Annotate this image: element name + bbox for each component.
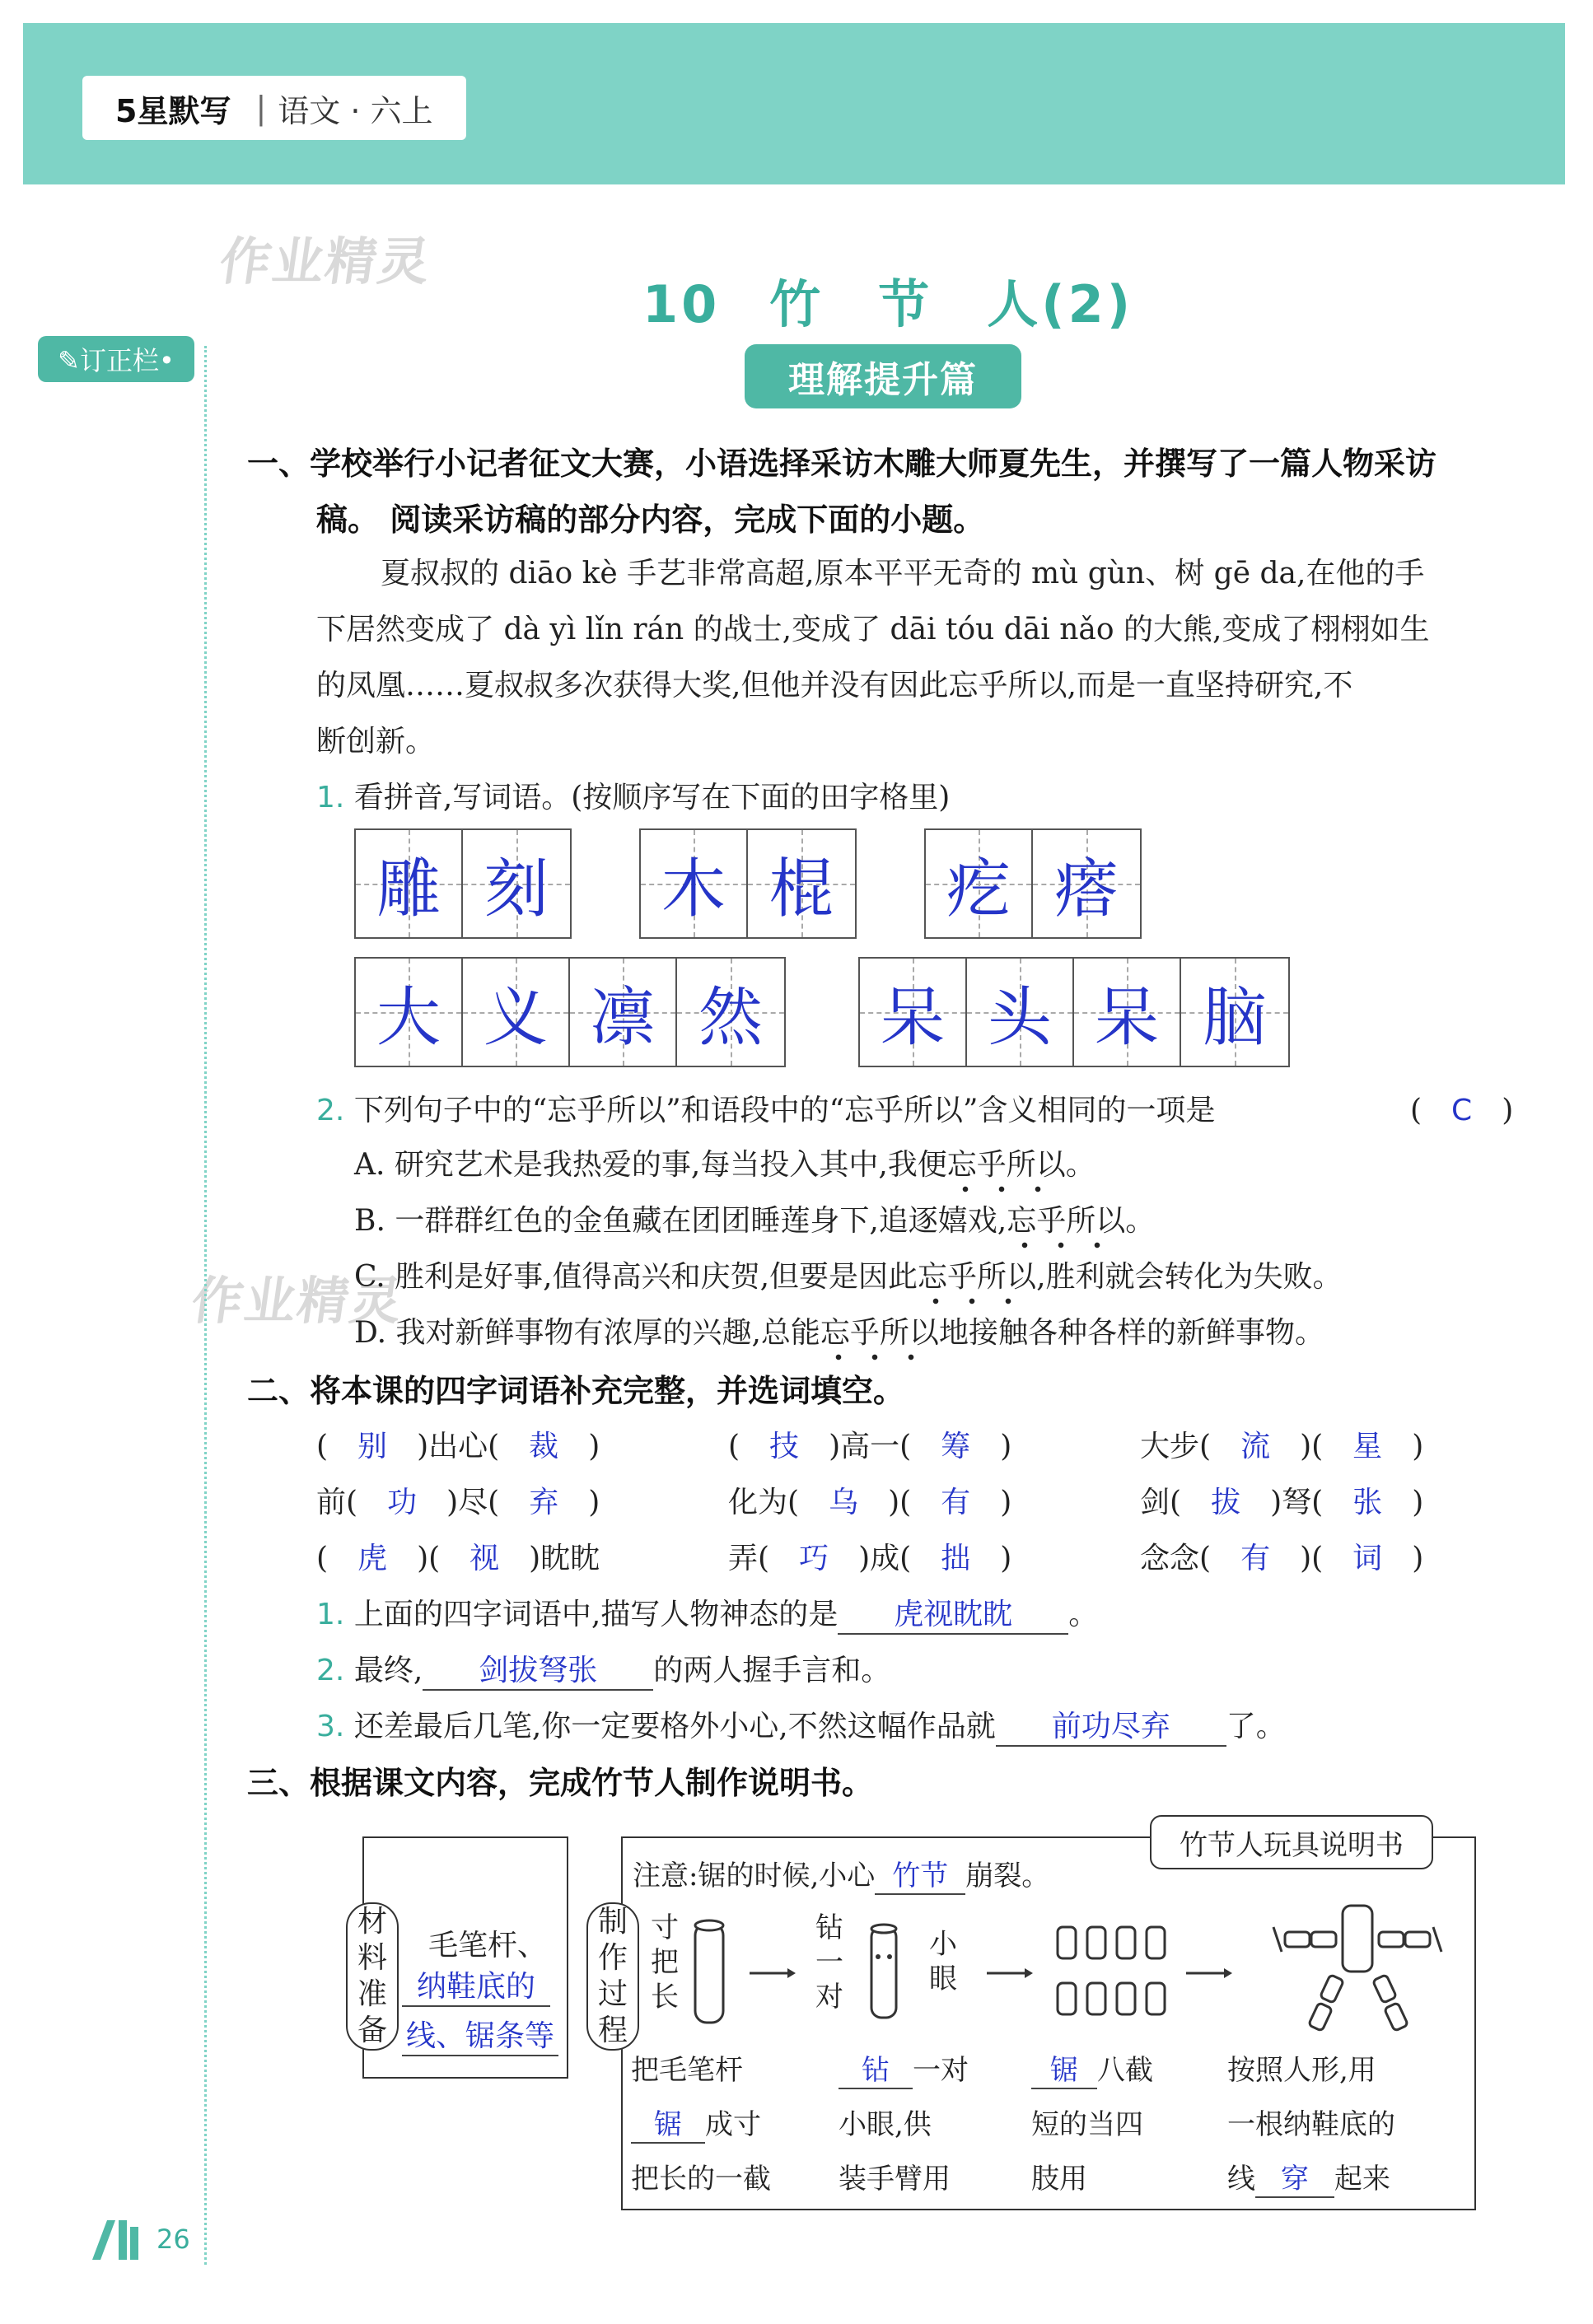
- grid-cell: 刻: [463, 830, 570, 937]
- passage-line-1: 夏叔叔的 diāo kè 手艺非常高超,原本平平无奇的 mù gùn、树 gē da,在他的手: [381, 557, 1425, 590]
- tianzi-grid-2: [639, 828, 857, 939]
- watermark-2: 作业精灵: [188, 1271, 408, 1331]
- q1-sub2-answer: C: [1451, 1094, 1473, 1127]
- lesson-title: [642, 264, 1133, 337]
- option-a: A. 研究艺术是我热爱的事,每当投入其中,我便忘乎所以。: [354, 1141, 1095, 1183]
- step2-line3: 装手臂用: [839, 2163, 951, 2196]
- idiom-2: ( 技 )高一( 筹 ): [728, 1430, 1012, 1463]
- drilled-tube-icon: [871, 1925, 896, 2018]
- materials-text: 毛笔杆、: [428, 1929, 548, 1962]
- step4-line3: 线 穿 起来: [1227, 2156, 1390, 2198]
- grid-cell: 头: [967, 959, 1074, 1066]
- step1-label: 寸把长: [651, 1911, 679, 2014]
- note: 注意:锯的时候,小心 竹节 崩裂。: [633, 1853, 1049, 1895]
- step3-line1: 锯 八截: [1031, 2047, 1153, 2089]
- grid-cell: 棍: [748, 830, 855, 937]
- step1-line2: 锯 成寸: [631, 2102, 761, 2144]
- correction-label: ✎订正栏•: [38, 336, 194, 382]
- fill-3: 3. 还差最后几笔,你一定要格外小心,不然这幅作品就 前功尽弃 了。: [316, 1703, 1286, 1747]
- materials-answer-2: 线、锯条等: [402, 2013, 558, 2056]
- page-number: 26: [156, 2224, 190, 2255]
- q3-heading: 三、根据课文内容，完成竹节人制作说明书。: [247, 1765, 874, 1801]
- brand: 5星默写: [115, 92, 231, 129]
- fill-2: 2. 最终, 剑拔弩张 的两人握手言和。: [316, 1647, 890, 1691]
- grid-cell: 瘩: [1033, 830, 1140, 937]
- q1-heading-2: 稿。 阅读采访稿的部分内容，完成下面的小题。: [316, 502, 985, 538]
- q1-sub1-number: 1.: [316, 781, 345, 814]
- step3-line3: 肢用: [1031, 2163, 1087, 2196]
- materials-answer-1: 纳鞋底的: [402, 1963, 550, 2007]
- grid-cell: 大: [356, 959, 463, 1066]
- q1-sub1: [316, 774, 950, 816]
- materials-label: 材料准备: [346, 1902, 399, 2051]
- process-diagram: [651, 1902, 1466, 2042]
- q2-heading: 二、将本课的四字词语补充完整，并选词填空。: [247, 1373, 905, 1409]
- tag-separator: |: [255, 90, 267, 126]
- idiom-1: ( 别 )出心( 裁 ): [316, 1430, 600, 1463]
- step2-label-a: 钻一对: [815, 1911, 843, 2014]
- step4-line2: 一根纳鞋底的: [1227, 2108, 1395, 2141]
- grid-cell: 呆: [860, 959, 967, 1066]
- step2-label-b: 小眼: [929, 1928, 957, 1995]
- lesson-name: 竹 节 人: [769, 274, 1042, 334]
- margin-divider: [204, 346, 207, 2265]
- option-b: B. 一群群红色的金鱼藏在团团睡莲身下,追逐嬉戏,忘乎所以。: [354, 1197, 1155, 1239]
- grid-cell: 义: [463, 959, 570, 1066]
- idiom-6: 剑( 拔 )弩( 张 ): [1140, 1486, 1424, 1519]
- book-tag: [82, 76, 466, 140]
- step1-line1: 把毛笔杆: [631, 2054, 743, 2087]
- grid-cell: 呆: [1074, 959, 1181, 1066]
- subject: 语文 · 六上: [278, 92, 433, 129]
- tianzi-grid-5: [858, 957, 1290, 1067]
- q1-heading-1: 一、学校举行小记者征文大赛，小语选择采访木雕大师夏先生，并撰写了一篇人物采访: [247, 446, 1437, 482]
- option-d: D. 我对新鲜事物有浓厚的兴趣,总能忘乎所以地接触各种各样的新鲜事物。: [354, 1309, 1324, 1351]
- books-icon: [87, 2215, 153, 2265]
- passage-line-4: 断创新。: [316, 725, 436, 758]
- q1-sub2-number: 2.: [316, 1094, 345, 1127]
- step2-line2: 小眼,供: [839, 2108, 932, 2141]
- tube-icon: [695, 1920, 723, 2023]
- lesson-part: (2): [1041, 274, 1134, 334]
- idiom-5: 化为( 乌 )( 有 ): [728, 1486, 1012, 1519]
- q1-sub2: [316, 1087, 1215, 1129]
- tianzi-grid-4: [354, 957, 786, 1067]
- answer-paren: ( C ): [1410, 1094, 1514, 1127]
- option-c: C. 胜利是好事,值得高兴和庆贺,但要是因此忘乎所以,胜利就会转化为失败。: [354, 1253, 1343, 1295]
- step1-line3: 把长的一截: [631, 2163, 771, 2196]
- eight-pieces-icon: [1058, 1927, 1165, 2014]
- grid-cell: 然: [677, 959, 784, 1066]
- bamboo-man-icon: [1273, 1906, 1441, 2031]
- q1-sub1-text: 看拼音,写词语。(按顺序写在下面的田字格里): [353, 781, 951, 814]
- step4-line1: 按照人形,用: [1227, 2054, 1376, 2087]
- step2-line1: 钻 一对: [839, 2047, 969, 2089]
- lesson-number: 10: [642, 274, 721, 334]
- grid-cell: 凛: [570, 959, 677, 1066]
- step3-line2: 短的当四: [1031, 2108, 1143, 2141]
- passage-line-2: 下居然变成了 dà yì lǐn rán 的战士,变成了 dāi tóu dāi nǎo 的大熊,变成了栩栩如生: [316, 613, 1430, 646]
- manual-title: 竹节人玩具说明书: [1150, 1815, 1433, 1869]
- watermark: 作业精灵: [216, 231, 436, 292]
- passage-line-3: 的凤凰……夏叔叔多次获得大奖,但他并没有因此忘乎所以,而是一直坚持研究,不: [316, 669, 1353, 702]
- idiom-8: 弄( 巧 )成( 拙 ): [728, 1542, 1012, 1575]
- tianzi-grid-3: [924, 828, 1142, 939]
- grid-cell: 木: [641, 830, 748, 937]
- section-badge: 理解提升篇: [745, 344, 1021, 408]
- idiom-7: ( 虎 )( 视 )眈眈: [316, 1542, 600, 1575]
- idiom-3: 大步( 流 )( 星 ): [1140, 1430, 1424, 1463]
- fill-1: 1. 上面的四字词语中,描写人物神态的是 虎视眈眈 。: [316, 1591, 1098, 1635]
- idiom-4: 前( 功 )尽( 弃 ): [316, 1486, 600, 1519]
- idiom-9: 念念( 有 )( 词 ): [1140, 1542, 1424, 1575]
- tianzi-grid-1: [354, 828, 572, 939]
- grid-cell: 疙: [926, 830, 1033, 937]
- process-label: 制作过程: [586, 1902, 639, 2051]
- q1-sub2-text: 下列句子中的“忘乎所以”和语段中的“忘乎所以”含义相同的一项是: [353, 1094, 1216, 1127]
- grid-cell: 脑: [1181, 959, 1288, 1066]
- grid-cell: 雕: [356, 830, 463, 937]
